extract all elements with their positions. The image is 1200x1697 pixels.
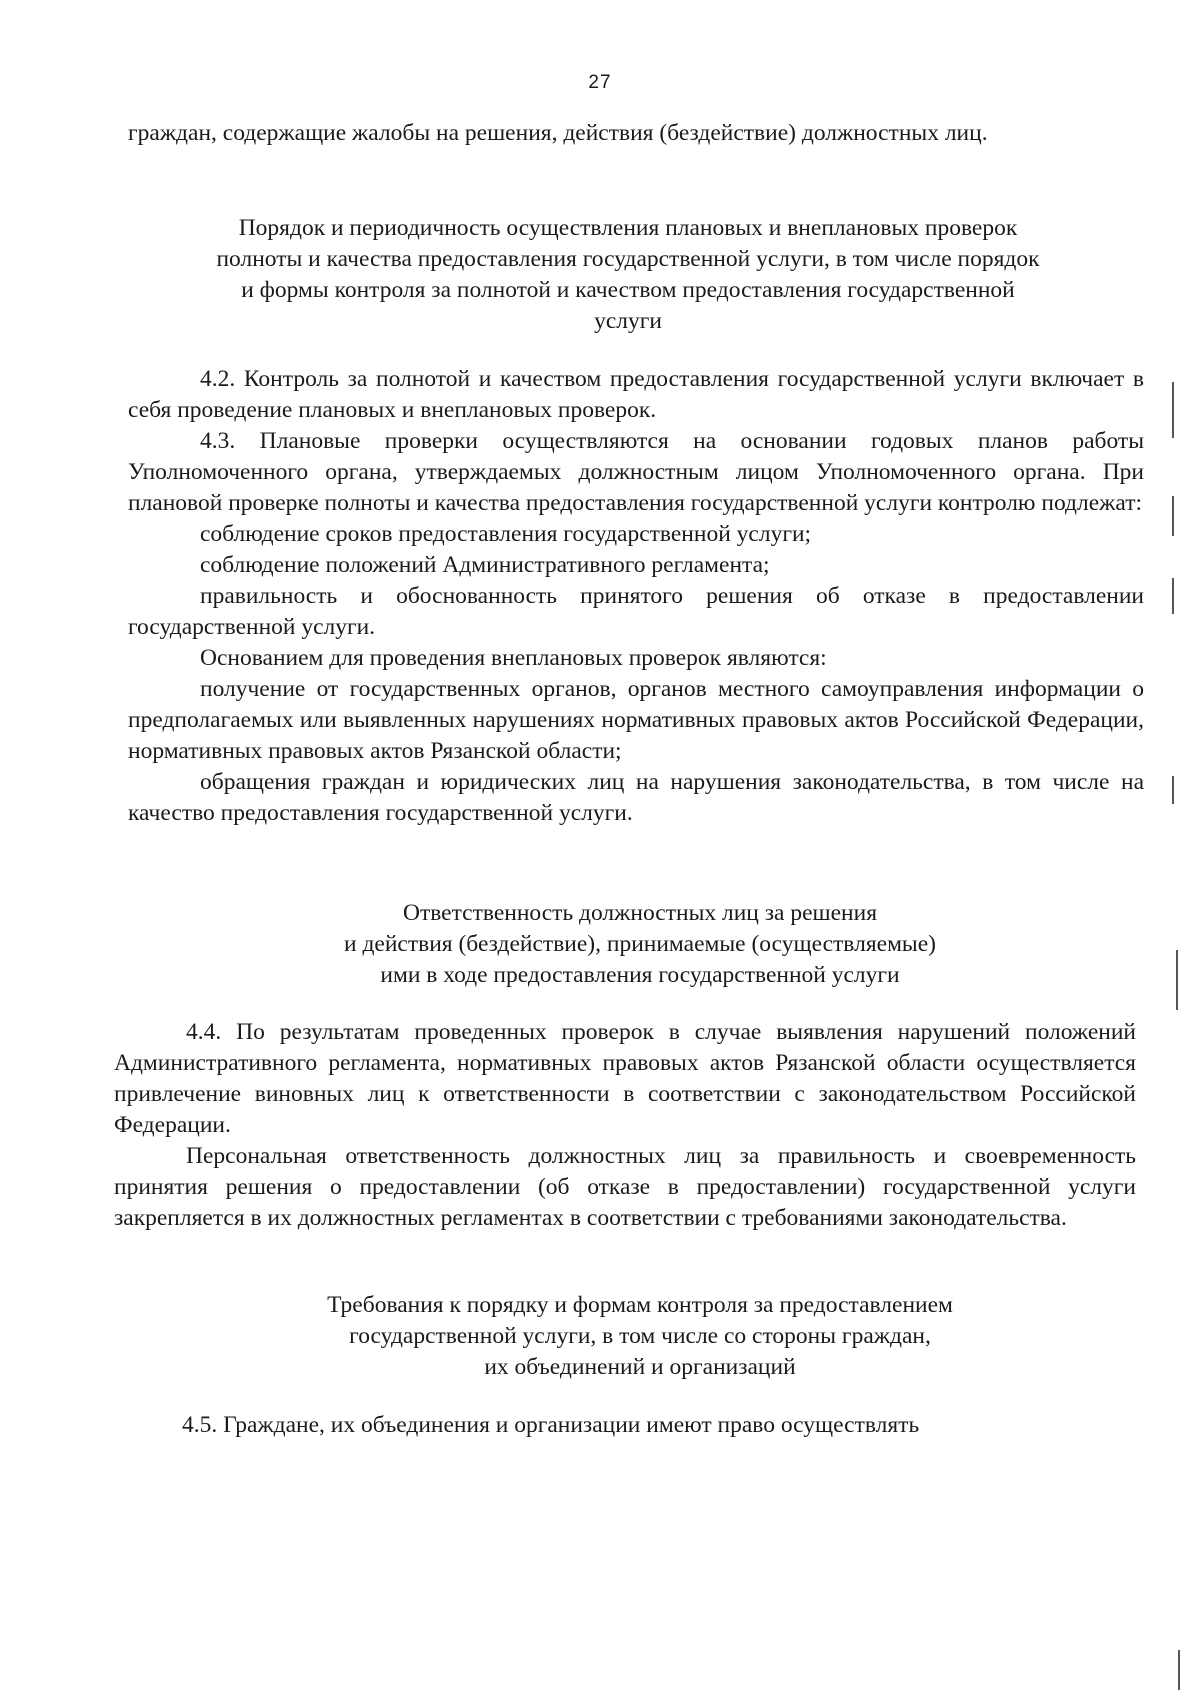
scan-margin-mark	[1172, 776, 1174, 804]
heading-line: Требования к порядку и формам контроля за предоставлением	[327, 1292, 953, 1318]
paragraph-4-4: 4.4. По результатам проведенных проверок в случае выявления нарушений положений Административного регламента, нормативных правовых актов Рязанской области осуществляется привлечение виновных лиц к ответственности в соответствии с законодательством Российской Федерации.	[114, 1019, 1136, 1138]
scan-margin-mark	[1172, 496, 1174, 536]
paragraph-4-3: 4.3. Плановые проверки осуществляются на основании годовых планов работы Уполномоченного органа, утверждаемых должностным лицом Уполномоченного органа. При плановой проверке полноты и качества предоставления государственной услуги контролю подлежат:	[128, 428, 1144, 516]
heading-line: услуги	[594, 308, 662, 334]
section2-body	[114, 1017, 1136, 1234]
list-item-control-regulation: соблюдение положений Административного регламента;	[200, 552, 770, 578]
heading-line: Ответственность должностных лиц за решения	[402, 900, 878, 926]
paragraph-unscheduled-grounds: Основанием для проведения внеплановых проверок являются:	[200, 645, 827, 671]
section-heading-inspection-procedure	[128, 213, 1128, 337]
list-item-control-refusal: правильность и обоснованность принятого решения об отказе в предоставлении государственной услуги.	[128, 583, 1144, 640]
heading-line: государственной услуги, в том числе со стороны граждан,	[349, 1323, 931, 1349]
list-item-ground-information: получение от государственных органов, органов местного самоуправления информации о предполагаемых или выявленных нарушениях нормативных правовых актов Российской Федерации, нормативных правовых актов Рязанской области;	[128, 676, 1144, 764]
section1-body	[128, 364, 1144, 829]
scan-margin-mark	[1172, 578, 1174, 614]
heading-line: и действия (бездействие), принимаемые (осуществляемые)	[344, 931, 936, 957]
page-number: 27	[588, 72, 612, 93]
heading-line: ими в ходе предоставления государственной услуги	[380, 962, 900, 988]
paragraph-4-5: 4.5. Граждане, их объединения и организации имеют право осуществлять	[182, 1412, 920, 1438]
scan-margin-mark	[1176, 950, 1178, 1010]
list-item-control-deadlines: соблюдение сроков предоставления государственной услуги;	[200, 521, 812, 547]
list-item-ground-appeals: обращения граждан и юридических лиц на нарушения законодательства, в том числе на качество предоставления государственной услуги.	[128, 769, 1144, 826]
continuation-text	[128, 118, 1144, 149]
heading-line: и формы контроля за полнотой и качеством предоставления государственной	[241, 277, 1015, 303]
paragraph-4-2: 4.2. Контроль за полнотой и качеством предоставления государственной услуги включает в себя проведение плановых и внеплановых проверок.	[128, 366, 1144, 423]
heading-line: полноты и качества предоставления государственной услуги, в том числе порядок	[216, 246, 1040, 272]
section-heading-control-requirements	[240, 1290, 1040, 1383]
heading-line: Порядок и периодичность осуществления плановых и внеплановых проверок	[238, 215, 1018, 241]
paragraph-personal-responsibility: Персональная ответственность должностных лиц за правильность и своевременность принятия решения о предоставлении (об отказе в предоставлении) государственной услуги закрепляется в их должностных регламентах в соответствии с требованиями законодательства.	[114, 1143, 1136, 1231]
section-heading-official-responsibility	[270, 898, 1010, 991]
scan-margin-mark	[1178, 1650, 1180, 1690]
heading-line: их объединений и организаций	[484, 1354, 796, 1380]
section3-body	[110, 1410, 1134, 1441]
scan-margin-mark	[1172, 382, 1174, 438]
continuation-paragraph: граждан, содержащие жалобы на решения, действия (бездействие) должностных лиц.	[128, 120, 988, 146]
